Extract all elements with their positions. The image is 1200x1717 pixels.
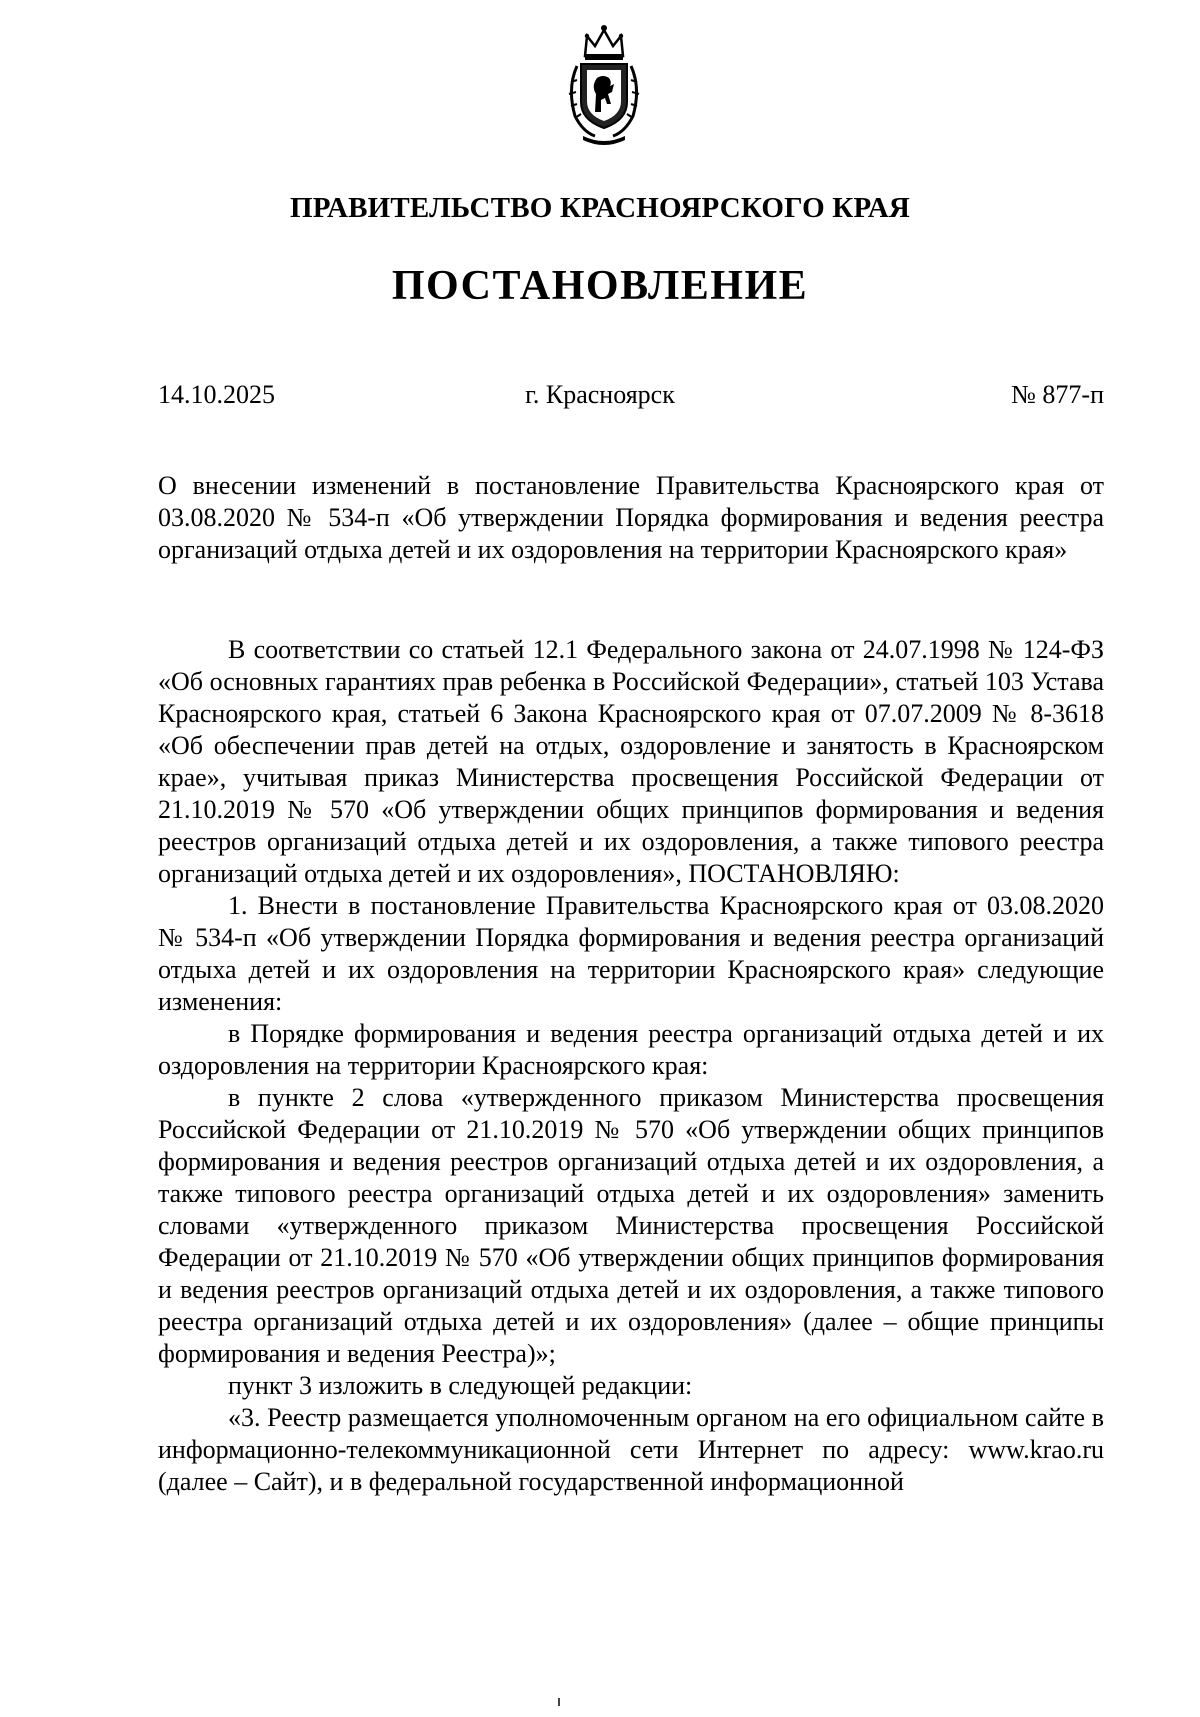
point-3-paragraph: пункт 3 изложить в следующей редакции: [228, 1371, 693, 1400]
preamble-paragraph: В соответствии со статьей 12.1 Федерального закона от 24.07.1998 № 124-ФЗ «Об основных гарантиях прав ребенка в Российской Федерации», статьей 103 Устава Красноярского края, статьей 6 Закона Красноярского края от 07.07.2009 № 8-3618 «Об обеспечении прав детей на отдых, оздоровление и занятость в Красноярском крае», учитывая приказ Министерства просвещения Российской Федерации от 21.10.2019 № 570 «Об утверждении общих принципов формирования и ведения реестров организаций отдыха детей и их оздоровления, а также типового реестра организаций отдыха детей и их оздоровления», ПОСТАНОВЛЯЮ: [158, 635, 1104, 888]
document-number: № 877-п [1011, 380, 1104, 409]
item-1-paragraph: 1. Внести в постановление Правительства Красноярского края от 03.08.2020 № 534-п «Об утверждении Порядка формирования и ведения реестра организаций отдыха детей и их оздоровления на территории Красноярского края» следующие изменения: [158, 891, 1104, 1016]
point-3-quote-paragraph: «3. Реестр размещается уполномоченным органом на его официальном сайте в информационно-телекоммуникационной сети Интернет по адресу: www.krao.ru (далее – Сайт), и в федеральной государственной информационной [158, 1403, 1104, 1496]
document-body [158, 470, 1104, 1498]
scan-mark [558, 1698, 560, 1706]
document-date: 14.10.2025 [158, 380, 275, 409]
document-city: г. Красноярск [525, 380, 675, 409]
organization-name: ПРАВИТЕЛЬСТВО КРАСНОЯРСКОГО КРАЯ [289, 192, 911, 224]
point-2-paragraph: в пункте 2 слова «утвержденного приказом Министерства просвещения Российской Федерации от 21.10.2019 № 570 «Об утверждении общих принципов формирования и ведения реестров организаций отдыха детей и их оздоровления, а также типового реестра организаций отдыха детей и их оздоровления» заменить словами «утвержденного приказом Министерства просвещения Российской Федерации от 21.10.2019 № 570 «Об утверждении общих принципов формирования и ведения реестров организаций отдыха детей и их оздоровления, а также типового реестра организаций отдыха детей и их оздоровления» (далее – общие принципы формирования и ведения Реестра)»; [158, 1083, 1104, 1368]
document-type: ПОСТАНОВЛЕНИЕ [391, 263, 809, 309]
order-paragraph: в Порядке формирования и ведения реестра организаций отдыха детей и их оздоровления на территории Красноярского края: [158, 1019, 1104, 1080]
coat-of-arms-icon [565, 24, 643, 146]
document-title: О внесении изменений в постановление Правительства Красноярского края от 03.08.2020 № 534-п «Об утверждении Порядка формирования и ведения реестра организаций отдыха детей и их оздоровления на территории Красноярского края» [158, 471, 1104, 564]
